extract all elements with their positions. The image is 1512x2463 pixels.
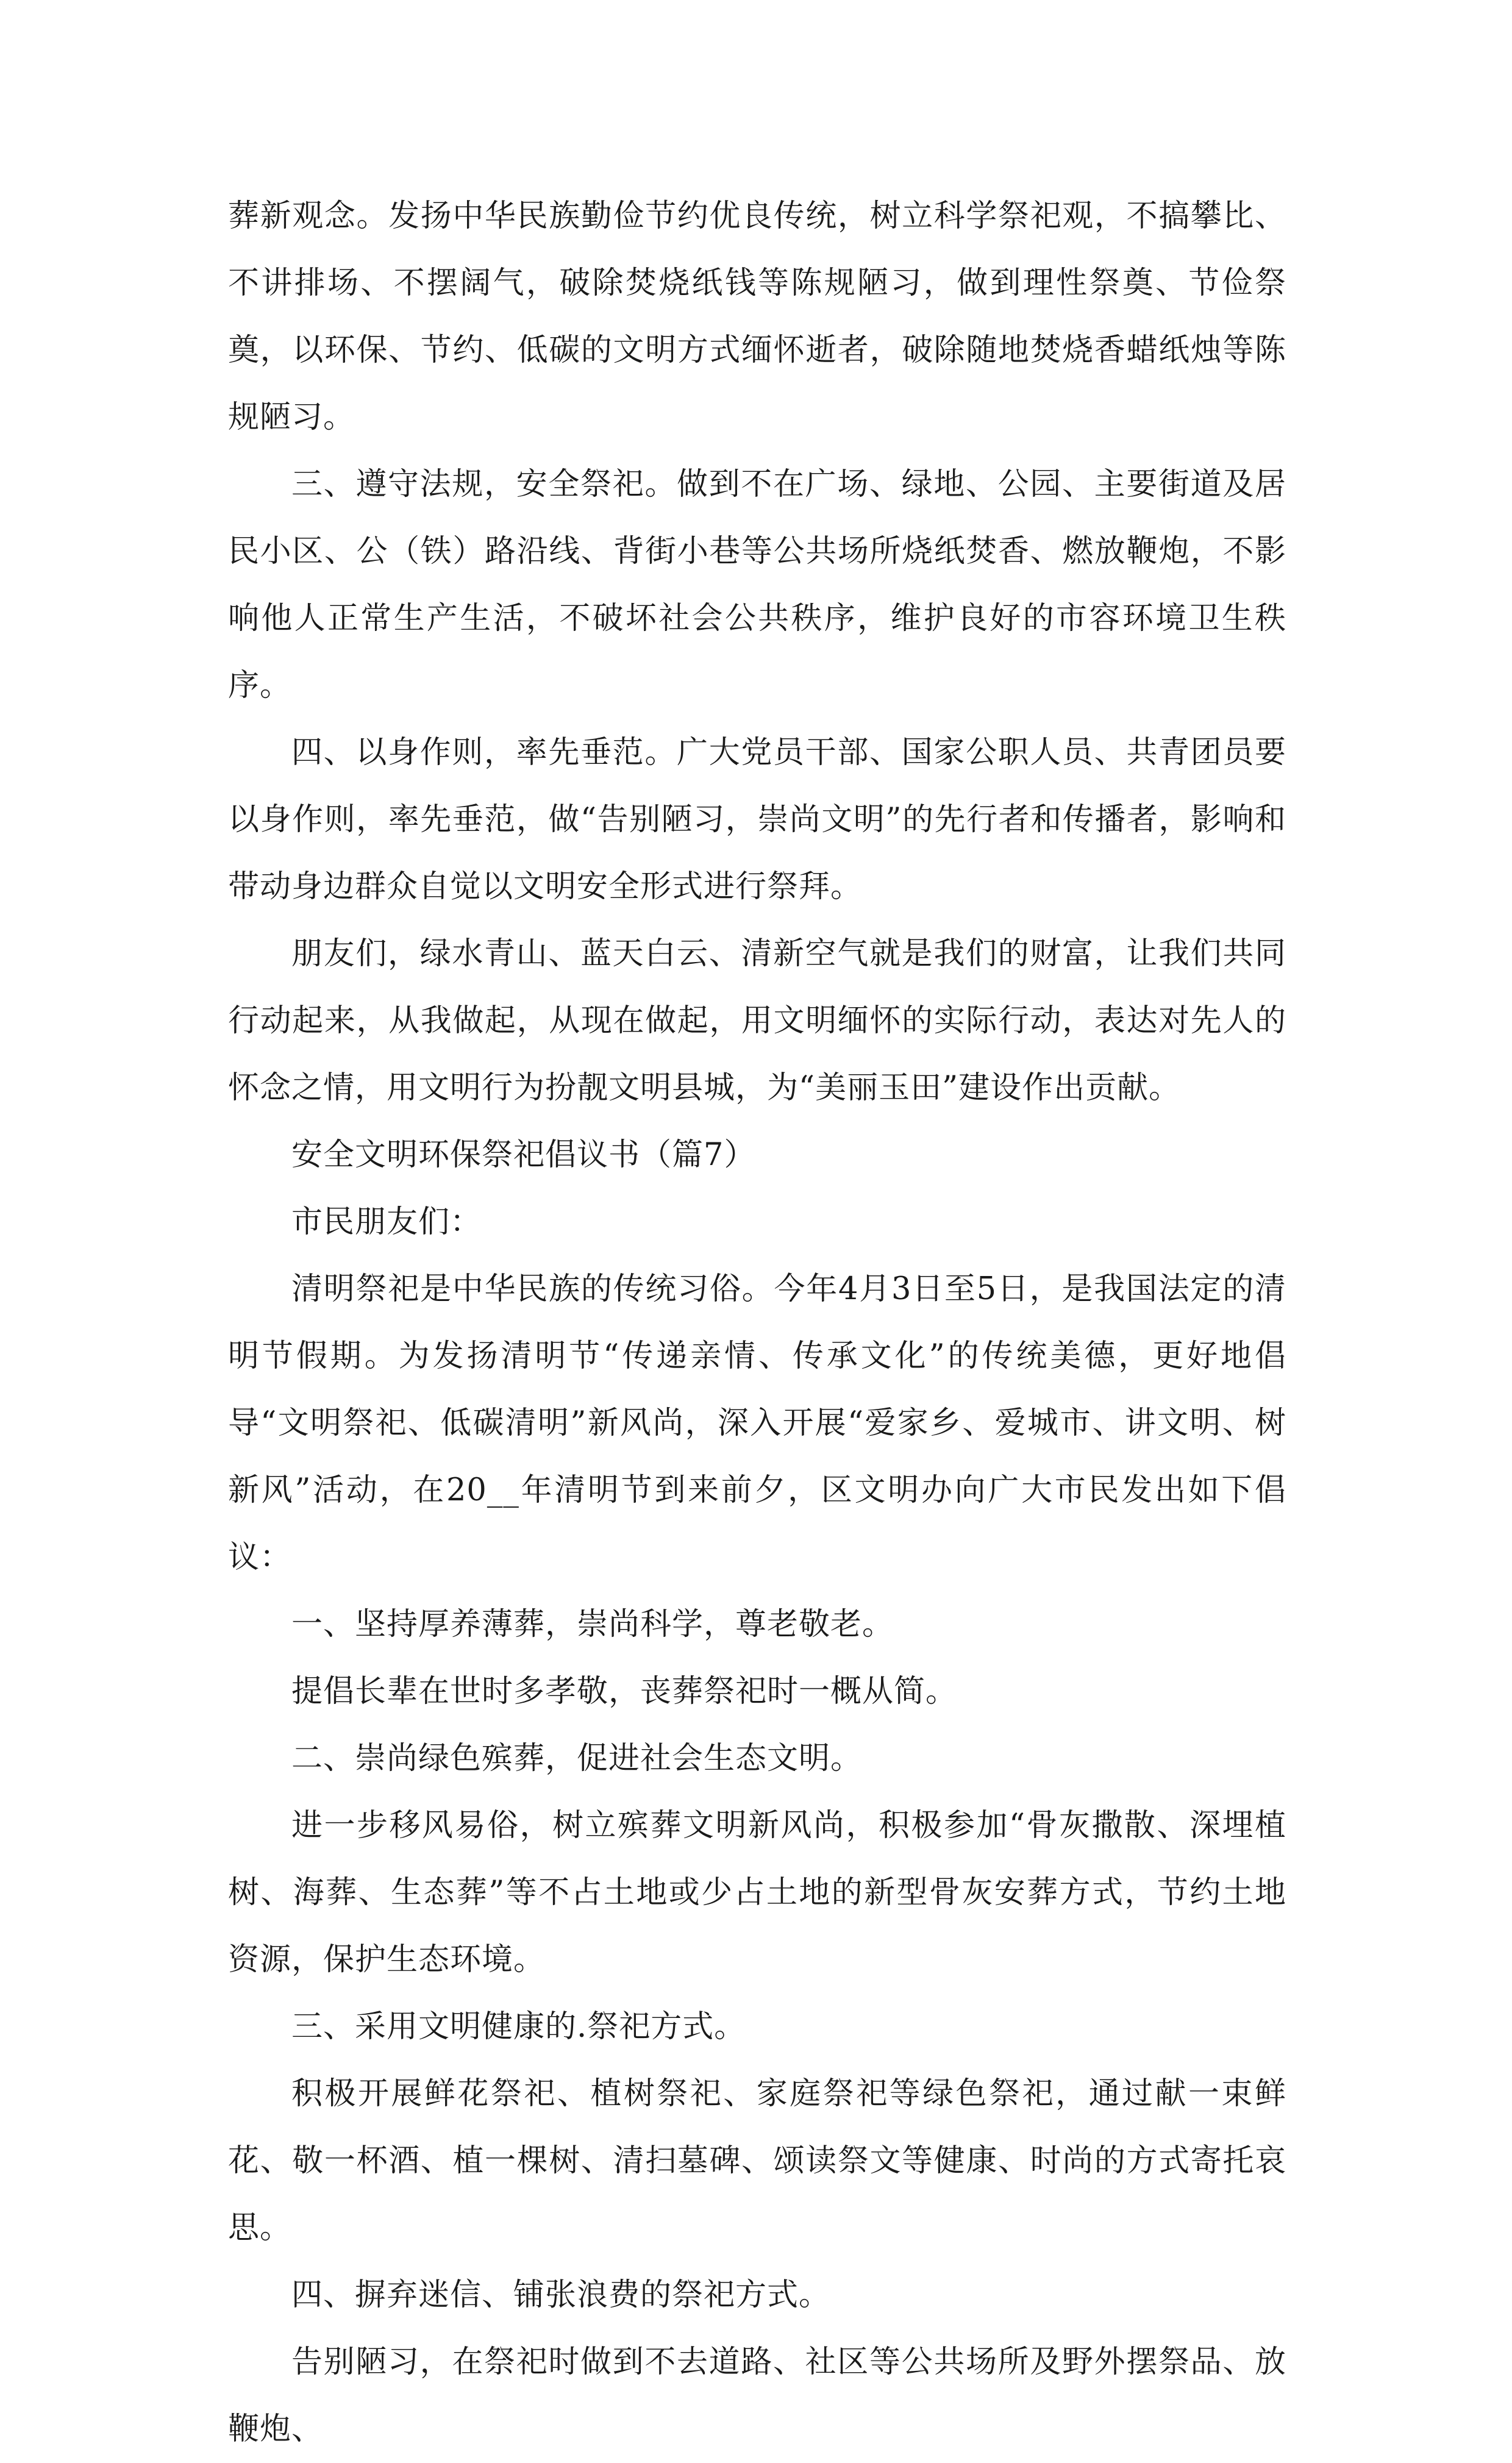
heading-item-two: 二、崇尚绿色殡葬，促进社会生态文明。 <box>291 1741 863 1777</box>
paragraph-point-three: 三、遵守法规，安全祭祀。做到不在广场、绿地、公园、主要街道及居民小区、公（铁）路沿线、背街小巷等公共场所烧纸焚香、燃放鞭炮，不影响他人正常生产生活，不破坏社会公共秩序，维护良好的市容环境卫生秩序。 <box>228 466 1286 704</box>
paragraph-item-four: 告别陋习，在祭祀时做到不去道路、社区等公共场所及野外摆祭品、放鞭炮、 <box>228 2344 1286 2447</box>
heading-item-four: 四、摒弃迷信、铺张浪费的祭祀方式。 <box>291 2277 831 2313</box>
heading-item-three: 三、采用文明健康的.祭祀方式。 <box>291 2009 746 2045</box>
salutation: 市民朋友们： <box>291 1204 482 1240</box>
paragraph-intro: 清明祭祀是中华民族的传统习俗。今年4月3日至5日，是我国法定的清明节假期。为发扬清明节“传递亲情、传承文化”的传统美德，更好地倡导“文明祭祀、低碳清明”新风尚，深入开展“爱家乡、爱城市、讲文明、树新风”活动，在20__年清明节到来前夕，区文明办向广大市民发出如下倡议： <box>228 1271 1286 1575</box>
section-title: 安全文明环保祭祀倡议书（篇7） <box>291 1137 756 1173</box>
paragraph-item-one: 提倡长辈在世时多孝敬，丧葬祭祀时一概从简。 <box>291 1673 958 1709</box>
paragraph-item-two: 进一步移风易俗，树立殡葬文明新风尚，积极参加“骨灰撒散、深埋植树、海葬、生态葬”等不占土地或少占土地的新型骨灰安葬方式，节约土地资源，保护生态环境。 <box>228 1808 1286 1978</box>
paragraph-point-four: 四、以身作则，率先垂范。广大党员干部、国家公职人员、共青团员要以身作则，率先垂范，做“告别陋习，崇尚文明”的先行者和传播者，影响和带动身边群众自觉以文明安全形式进行祭拜。 <box>228 735 1286 905</box>
heading-item-one: 一、坚持厚养薄葬，崇尚科学，尊老敬老。 <box>291 1606 894 1642</box>
document-body <box>228 183 1286 2463</box>
paragraph-item-three: 积极开展鲜花祭祀、植树祭祀、家庭祭祀等绿色祭祀，通过献一束鲜花、敬一杯酒、植一棵树、清扫墓碑、颂读祭文等健康、时尚的方式寄托哀思。 <box>228 2076 1286 2246</box>
paragraph-closing-appeal: 朋友们，绿水青山、蓝天白云、清新空气就是我们的财富，让我们共同行动起来，从我做起，从现在做起，用文明缅怀的实际行动，表达对先人的怀念之情，用文明行为扮靓文明县城，为“美丽玉田”建设作出贡献。 <box>228 936 1286 1106</box>
paragraph-continuation: 葬新观念。发扬中华民族勤俭节约优良传统，树立科学祭祀观，不搞攀比、不讲排场、不摆阔气，破除焚烧纸钱等陈规陋习，做到理性祭奠、节俭祭奠，以环保、节约、低碳的文明方式缅怀逝者，破除随地焚烧香蜡纸烛等陈规陋习。 <box>228 198 1286 435</box>
